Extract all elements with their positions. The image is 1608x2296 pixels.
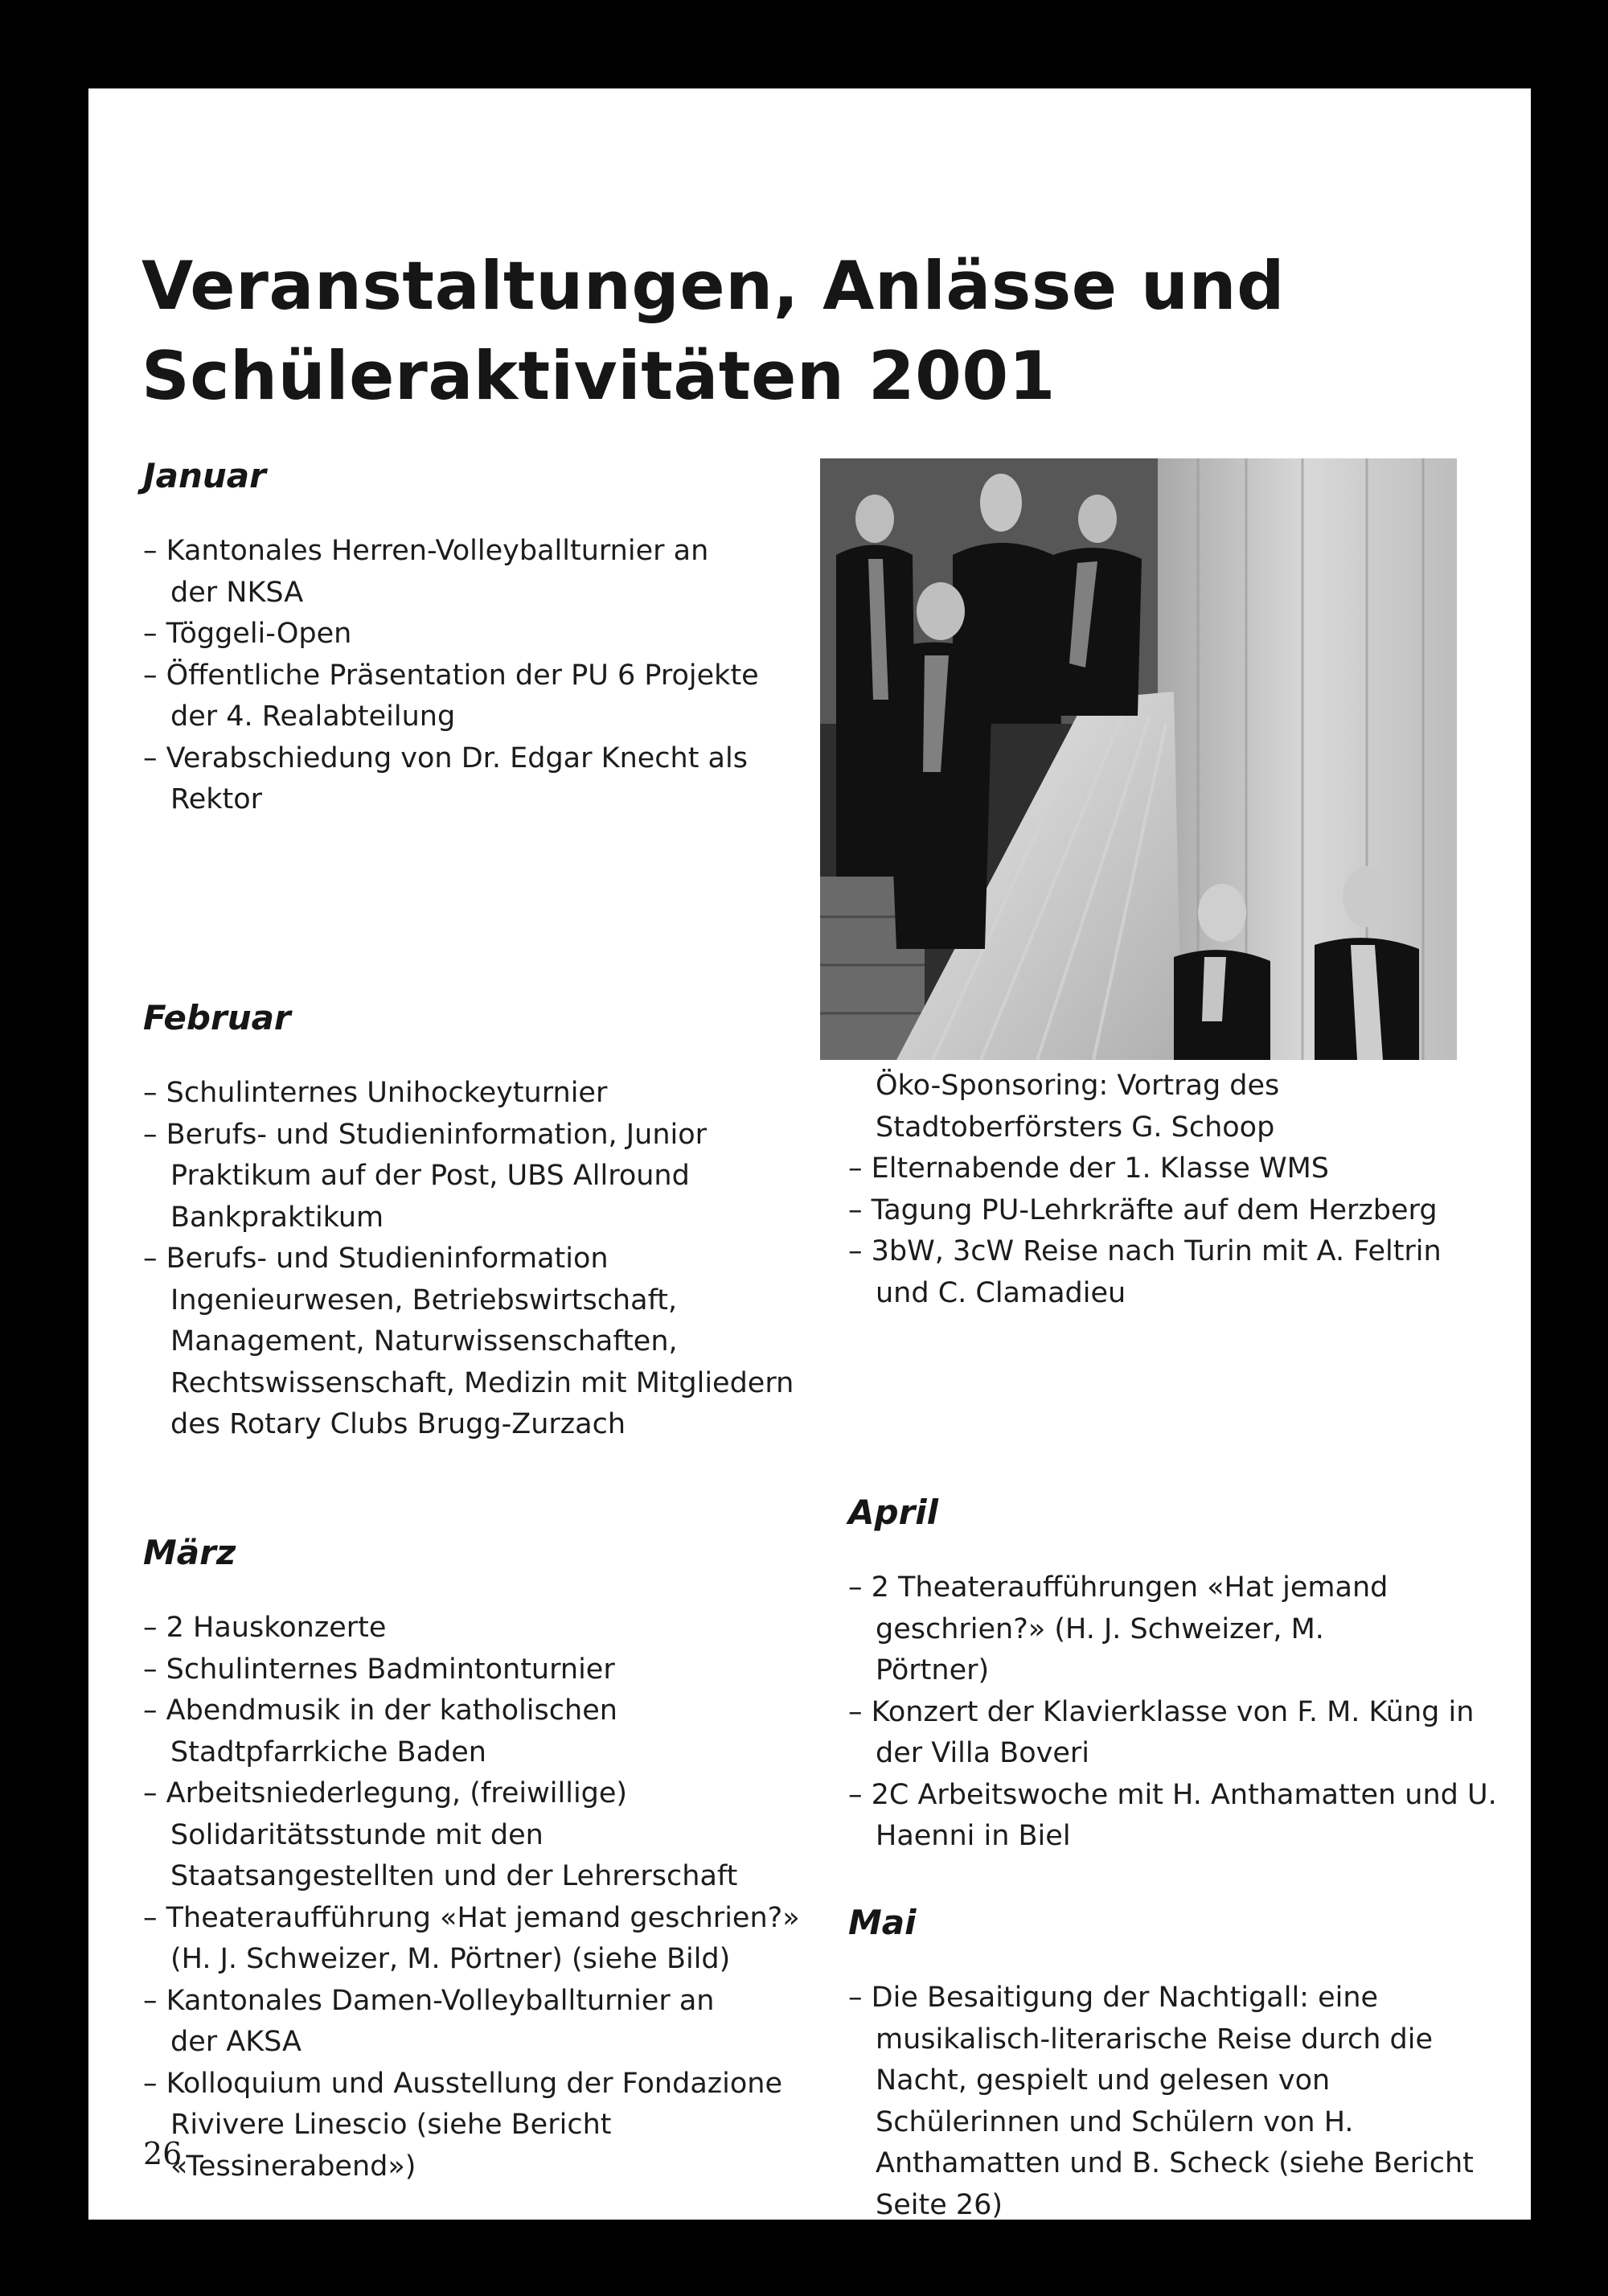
list-item: – Schulinternes Unihockeyturnier	[143, 1073, 786, 1115]
list-item: – 3bW, 3cW Reise nach Turin mit A. Feltrin und C. Clamadieu	[848, 1231, 1503, 1314]
page-title	[142, 241, 1285, 421]
list-item: – Verabschiedung von Dr. Edgar Knecht als Rektor	[143, 738, 749, 821]
list-item: – Arbeitsniederlegung, (freiwillige) Solidaritätsstunde mit den Staatsangestellten und der Lehrerschaft	[143, 1773, 781, 1898]
list-item: – 2 Hauskonzerte	[143, 1608, 802, 1649]
list-item: – Elternabende der 1. Klasse WMS	[848, 1148, 1491, 1190]
list-item: – 2 Theateraufführungen «Hat jemand geschrien?» (H. J. Schweizer, M. Pörtner)	[848, 1567, 1438, 1692]
event-list	[143, 1608, 802, 2187]
page-title-line-2: Schüleraktivitäten 2001	[142, 337, 1056, 415]
event-list	[848, 1148, 1491, 1314]
section-maerz	[143, 1532, 802, 2187]
page	[88, 88, 1531, 2220]
section-april	[848, 1492, 1497, 1858]
list-item: – Kantonales Herren-Volleyballturnier an der NKSA	[143, 531, 709, 614]
page-title-line-1: Veranstaltungen, Anlässe und	[142, 247, 1286, 325]
list-item: – Berufs- und Studieninformation Ingenieurwesen, Betriebswirtschaft, Management, Naturwissenschaften, Rechtswissenschaft, Medizin mit Mitgliedern des Rotary Clubs Brugg-Zurzach	[143, 1238, 798, 1446]
month-heading: Februar	[143, 998, 291, 1037]
section-januar	[143, 455, 778, 821]
list-item-continued: Stadtoberförsters G. Schoop	[876, 1111, 1275, 1144]
month-heading: März	[143, 1533, 236, 1572]
list-item: – Kantonales Damen-Volleyballturnier an der AKSA	[143, 1981, 717, 2064]
list-item: – Töggeli-Open	[143, 614, 778, 655]
section-mai	[848, 1902, 1491, 2226]
list-item: – Konzert der Klavierklasse von F. M. Küng in der Villa Boveri	[848, 1692, 1479, 1775]
list-item: – Die Besaitigung der Nachtigall: eine musikalisch-literarische Reise durch die Nacht, gespielt und gelesen von Schülerinnen und Schülern von H. Anthamatten und B. Scheck (siehe Bericht Seite 26)	[848, 1978, 1511, 2226]
list-item: – Berufs- und Studieninformation, Junior Praktikum auf der Post, UBS Allround Bankpraktikum	[143, 1115, 781, 1239]
month-heading: April	[848, 1493, 939, 1532]
event-list-continued	[848, 1066, 1491, 1148]
section-februar	[143, 997, 794, 1446]
list-item: – Öffentliche Präsentation der PU 6 Projekte der 4. Realabteilung	[143, 655, 781, 738]
list-item: – Theateraufführung «Hat jemand geschrien?» (H. J. Schweizer, M. Pörtner) (siehe Bild)	[143, 1898, 806, 1981]
event-list	[143, 1073, 794, 1446]
page-number: 26	[143, 2136, 183, 2171]
event-list	[848, 1567, 1497, 1858]
month-heading: Mai	[848, 1903, 917, 1942]
list-item: – Tagung PU-Lehrkräfte auf dem Herzberg	[848, 1190, 1491, 1232]
event-list	[143, 531, 778, 821]
event-list	[848, 1978, 1491, 2226]
section-maerz-continued	[848, 1066, 1491, 1314]
theatre-photo	[820, 458, 1457, 1060]
list-item: – Abendmusik in der katholischen Stadtpfarrkiche Baden	[143, 1690, 701, 1773]
month-heading: Januar	[143, 456, 266, 495]
list-item-continued: Öko-Sponsoring: Vortrag des	[876, 1070, 1280, 1102]
list-item: – Schulinternes Badmintonturnier	[143, 1649, 802, 1691]
list-item: – Kolloquium und Ausstellung der Fondazione Rivivere Linescio (siehe Bericht «Tessinerabend»)	[143, 2064, 806, 2188]
list-item: – 2C Arbeitswoche mit H. Anthamatten und U. Haenni in Biel	[848, 1775, 1511, 1858]
